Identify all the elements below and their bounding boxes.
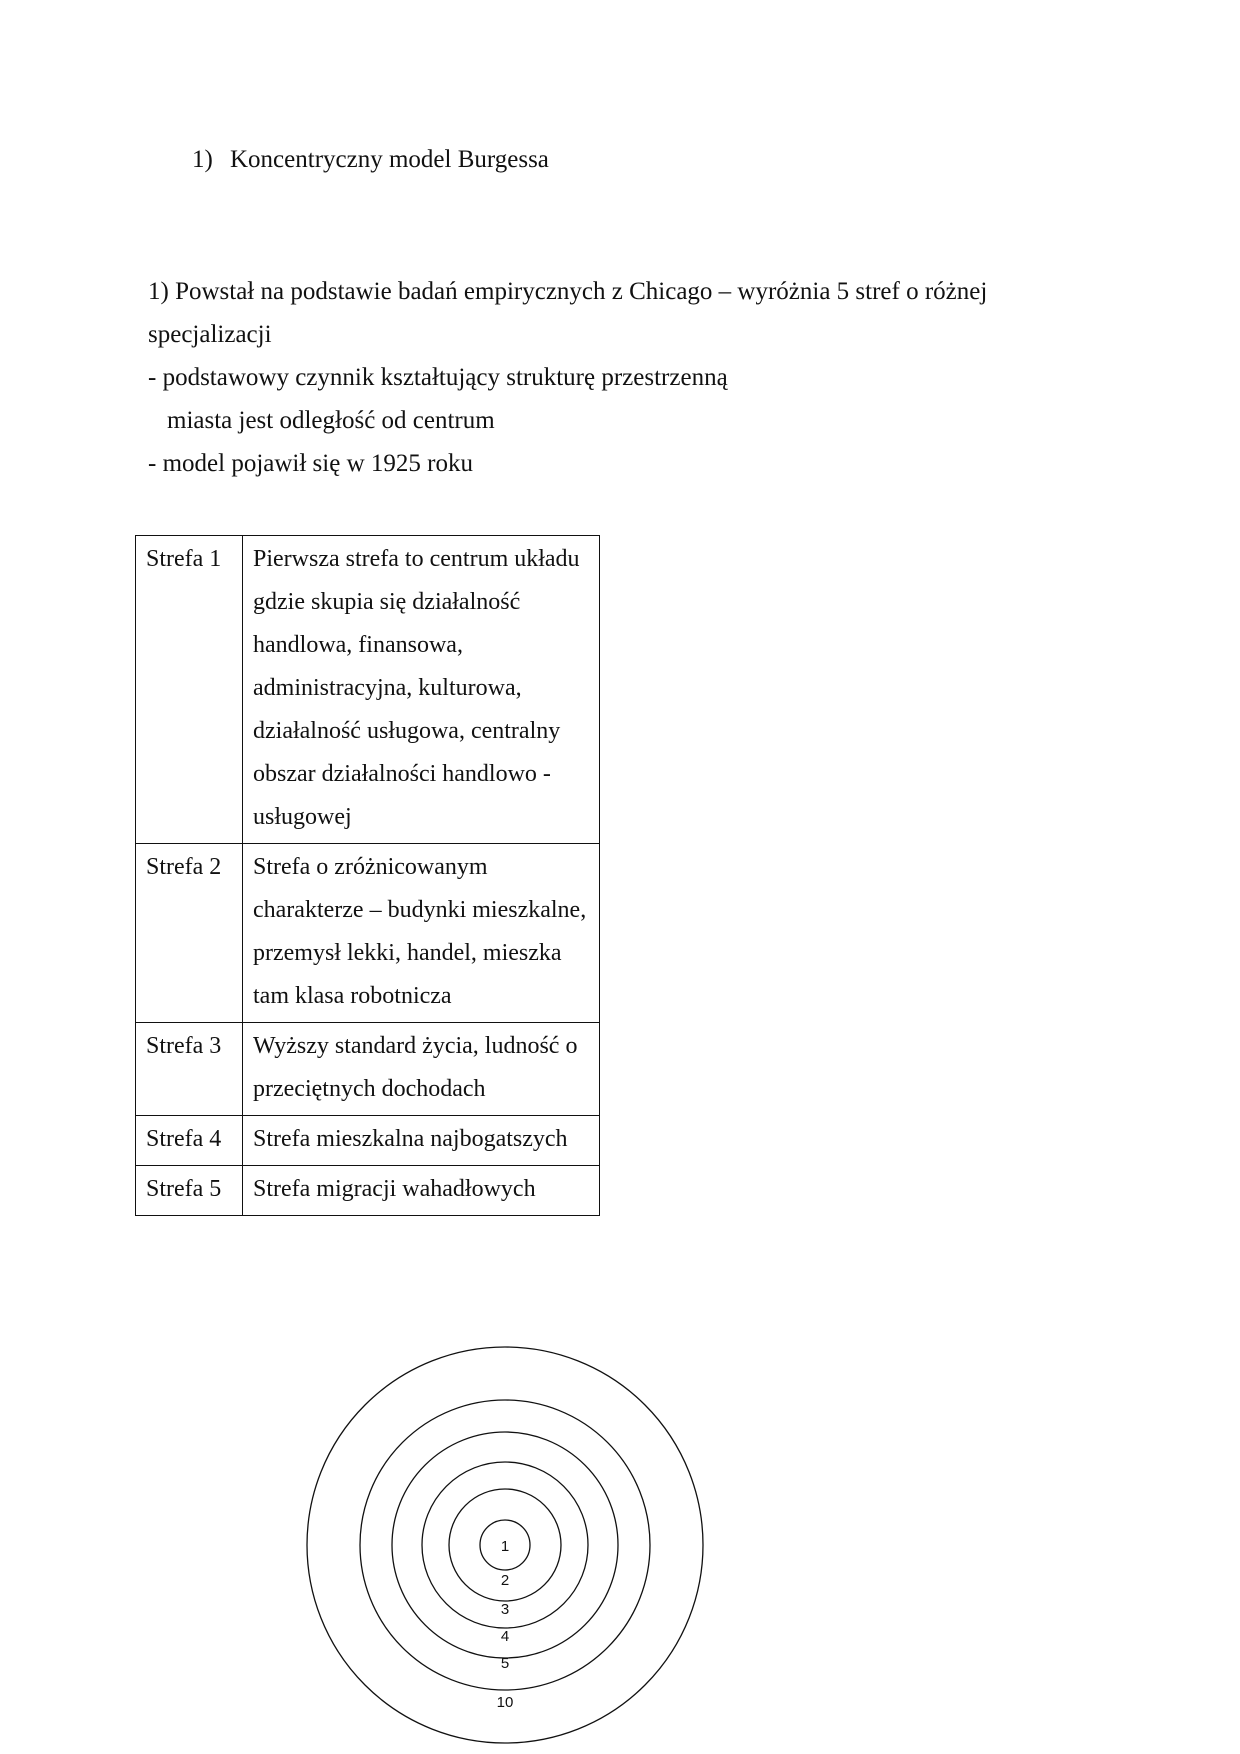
table-row [136,536,600,844]
intro-line-4: miasta jest odległość od centrum [167,407,495,434]
ring-label-2: 2 [500,1572,510,1589]
ring-label-5: 5 [500,1655,510,1672]
heading-title: Koncentryczny model Burgessa [230,146,549,173]
intro-line-1: 1) Powstał na podstawie badań empirycznych z Chicago – wyróżnia 5 stref o różnej [148,278,988,305]
ring-label-3: 3 [500,1601,510,1618]
table-row [136,844,600,1023]
heading-number: 1) [192,146,213,173]
zone-label: Strefa 4 [136,1116,243,1166]
intro-line-3: - podstawowy czynnik kształtujący strukturę przestrzenną [148,364,728,391]
ring-label-4: 4 [500,1628,510,1645]
zone-description: Strefa migracji wahadłowych [243,1166,600,1216]
table-row [136,1166,600,1216]
zone-label: Strefa 1 [136,536,243,844]
zones-table [135,535,600,1216]
zone-description: Strefa mieszkalna najbogatszych [243,1116,600,1166]
zone-label: Strefa 2 [136,844,243,1023]
ring-label-1: 1 [500,1538,510,1555]
concentric-zones-diagram [300,1340,720,1750]
section-heading [192,146,549,174]
table-row [136,1116,600,1166]
ring-label-10: 10 [496,1694,514,1711]
zone-description: Pierwsza strefa to centrum układu gdzie skupia się działalność handlowa, finansowa, administracyjna, kulturowa, działalność usługowa, centralny obszar działalności handlowo - usługowej [243,536,600,844]
intro-line-2: specjalizacji [148,321,272,348]
intro-line-5: - model pojawił się w 1925 roku [148,450,473,477]
zone-description: Strefa o zróżnicowanym charakterze – budynki mieszkalne, przemysł lekki, handel, mieszka tam klasa robotnicza [243,844,600,1023]
table-row [136,1023,600,1116]
zone-label: Strefa 3 [136,1023,243,1116]
zone-description: Wyższy standard życia, ludność o przeciętnych dochodach [243,1023,600,1116]
zone-label: Strefa 5 [136,1166,243,1216]
intro-paragraph [148,270,987,485]
